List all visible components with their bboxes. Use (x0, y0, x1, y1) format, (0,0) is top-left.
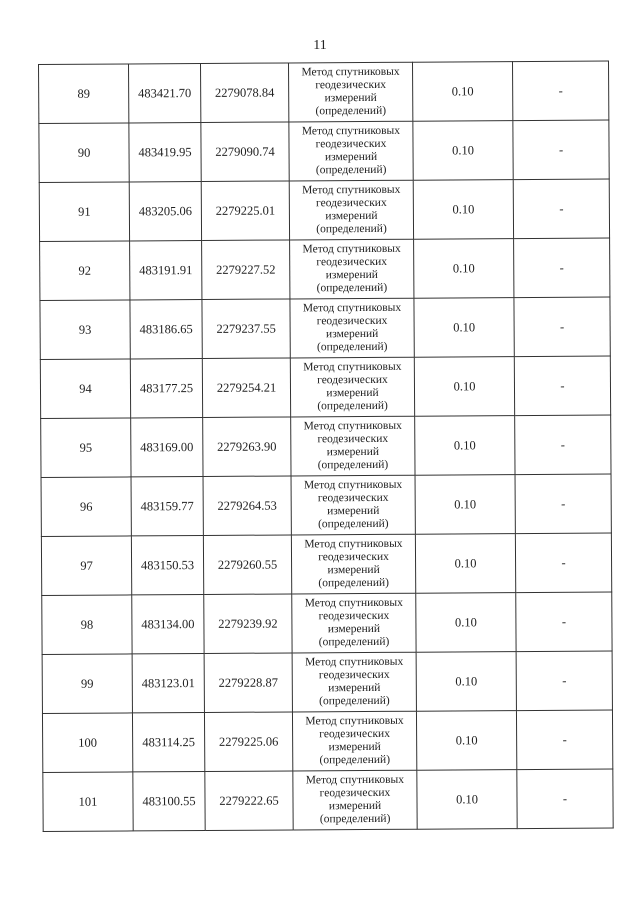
x-coordinate-cell: 483205.06 (129, 182, 201, 241)
method-cell: Метод спутниковых геодезических измерений (определений) (289, 121, 413, 181)
x-coordinate-cell: 483150.53 (131, 535, 203, 594)
accuracy-cell: 0.10 (412, 62, 512, 122)
y-coordinate-cell: 2279263.90 (203, 417, 291, 477)
accuracy-cell: 0.10 (416, 711, 516, 771)
note-cell: - (517, 769, 613, 829)
note-cell: - (512, 61, 608, 121)
note-cell: - (514, 238, 610, 298)
point-number-cell: 91 (39, 182, 129, 242)
note-cell: - (513, 120, 609, 180)
point-number-cell: 97 (41, 536, 131, 596)
y-coordinate-cell: 2279264.53 (203, 476, 291, 536)
method-cell: Метод спутниковых геодезических измерений (определений) (293, 770, 417, 830)
method-cell: Метод спутниковых геодезических измерений (определений) (290, 357, 414, 417)
note-cell: - (516, 592, 612, 652)
accuracy-cell: 0.10 (413, 121, 513, 181)
y-coordinate-cell: 2279237.55 (202, 299, 290, 359)
coordinates-table (38, 61, 614, 832)
method-cell: Метод спутниковых геодезических измерений (определений) (290, 298, 414, 358)
x-coordinate-cell: 483186.65 (130, 300, 202, 359)
accuracy-cell: 0.10 (417, 770, 517, 830)
x-coordinate-cell: 483159.77 (131, 476, 203, 535)
coordinates-sheet (38, 61, 614, 832)
point-number-cell: 101 (43, 772, 133, 832)
point-number-cell: 92 (40, 241, 130, 301)
method-cell: Метод спутниковых геодезических измерений (определений) (292, 652, 416, 712)
method-cell: Метод спутниковых геодезических измерений (определений) (288, 62, 412, 122)
point-number-cell: 95 (41, 418, 131, 478)
x-coordinate-cell: 483169.00 (131, 418, 203, 477)
point-number-cell: 93 (40, 300, 130, 360)
method-cell: Метод спутниковых геодезических измерений (определений) (290, 239, 414, 299)
x-coordinate-cell: 483421.70 (129, 64, 201, 123)
table-row (41, 415, 611, 477)
table-row (40, 297, 610, 359)
y-coordinate-cell: 2279228.87 (204, 653, 292, 713)
table-row (40, 356, 610, 418)
x-coordinate-cell: 483123.01 (132, 653, 204, 712)
method-cell: Метод спутниковых геодезических измерений (определений) (289, 180, 413, 240)
accuracy-cell: 0.10 (414, 239, 514, 299)
point-number-cell: 94 (40, 359, 130, 419)
y-coordinate-cell: 2279239.92 (204, 594, 292, 654)
y-coordinate-cell: 2279225.06 (204, 712, 292, 772)
method-cell: Метод спутниковых геодезических измерений (определений) (292, 711, 416, 771)
accuracy-cell: 0.10 (416, 652, 516, 712)
note-cell: - (515, 533, 611, 593)
x-coordinate-cell: 483177.25 (130, 359, 202, 418)
x-coordinate-cell: 483100.55 (133, 771, 205, 830)
accuracy-cell: 0.10 (414, 298, 514, 358)
table-row (42, 592, 612, 654)
accuracy-cell: 0.10 (415, 475, 515, 535)
note-cell: - (514, 297, 610, 357)
point-number-cell: 96 (41, 477, 131, 537)
y-coordinate-cell: 2279260.55 (203, 535, 291, 595)
point-number-cell: 90 (39, 123, 129, 183)
table-row (39, 120, 609, 182)
page-number: 11 (313, 38, 327, 53)
accuracy-cell: 0.10 (414, 357, 514, 417)
point-number-cell: 100 (42, 713, 132, 773)
table-row (40, 238, 610, 300)
x-coordinate-cell: 483191.91 (130, 241, 202, 300)
method-cell: Метод спутниковых геодезических измерений (определений) (291, 475, 415, 535)
coordinates-table-body (39, 61, 614, 831)
note-cell: - (515, 415, 611, 475)
point-number-cell: 99 (42, 654, 132, 714)
table-row (41, 533, 611, 595)
table-row (43, 769, 613, 831)
y-coordinate-cell: 2279090.74 (201, 122, 289, 182)
x-coordinate-cell: 483419.95 (129, 123, 201, 182)
note-cell: - (514, 356, 610, 416)
note-cell: - (515, 474, 611, 534)
table-row (41, 474, 611, 536)
accuracy-cell: 0.10 (415, 534, 515, 594)
table-row (42, 651, 612, 713)
point-number-cell: 98 (42, 595, 132, 655)
note-cell: - (516, 710, 612, 770)
method-cell: Метод спутниковых геодезических измерений (определений) (292, 593, 416, 653)
y-coordinate-cell: 2279222.65 (205, 771, 293, 831)
y-coordinate-cell: 2279254.21 (202, 358, 290, 418)
method-cell: Метод спутниковых геодезических измерений (определений) (291, 534, 415, 594)
table-row (42, 710, 612, 772)
y-coordinate-cell: 2279078.84 (201, 63, 289, 123)
table-row (39, 179, 609, 241)
x-coordinate-cell: 483114.25 (132, 712, 204, 771)
accuracy-cell: 0.10 (413, 180, 513, 240)
method-cell: Метод спутниковых геодезических измерений (определений) (291, 416, 415, 476)
accuracy-cell: 0.10 (416, 593, 516, 653)
table-row (39, 61, 609, 123)
note-cell: - (516, 651, 612, 711)
y-coordinate-cell: 2279227.52 (202, 240, 290, 300)
note-cell: - (513, 179, 609, 239)
accuracy-cell: 0.10 (415, 416, 515, 476)
x-coordinate-cell: 483134.00 (132, 594, 204, 653)
point-number-cell: 89 (39, 64, 129, 124)
y-coordinate-cell: 2279225.01 (201, 181, 289, 241)
